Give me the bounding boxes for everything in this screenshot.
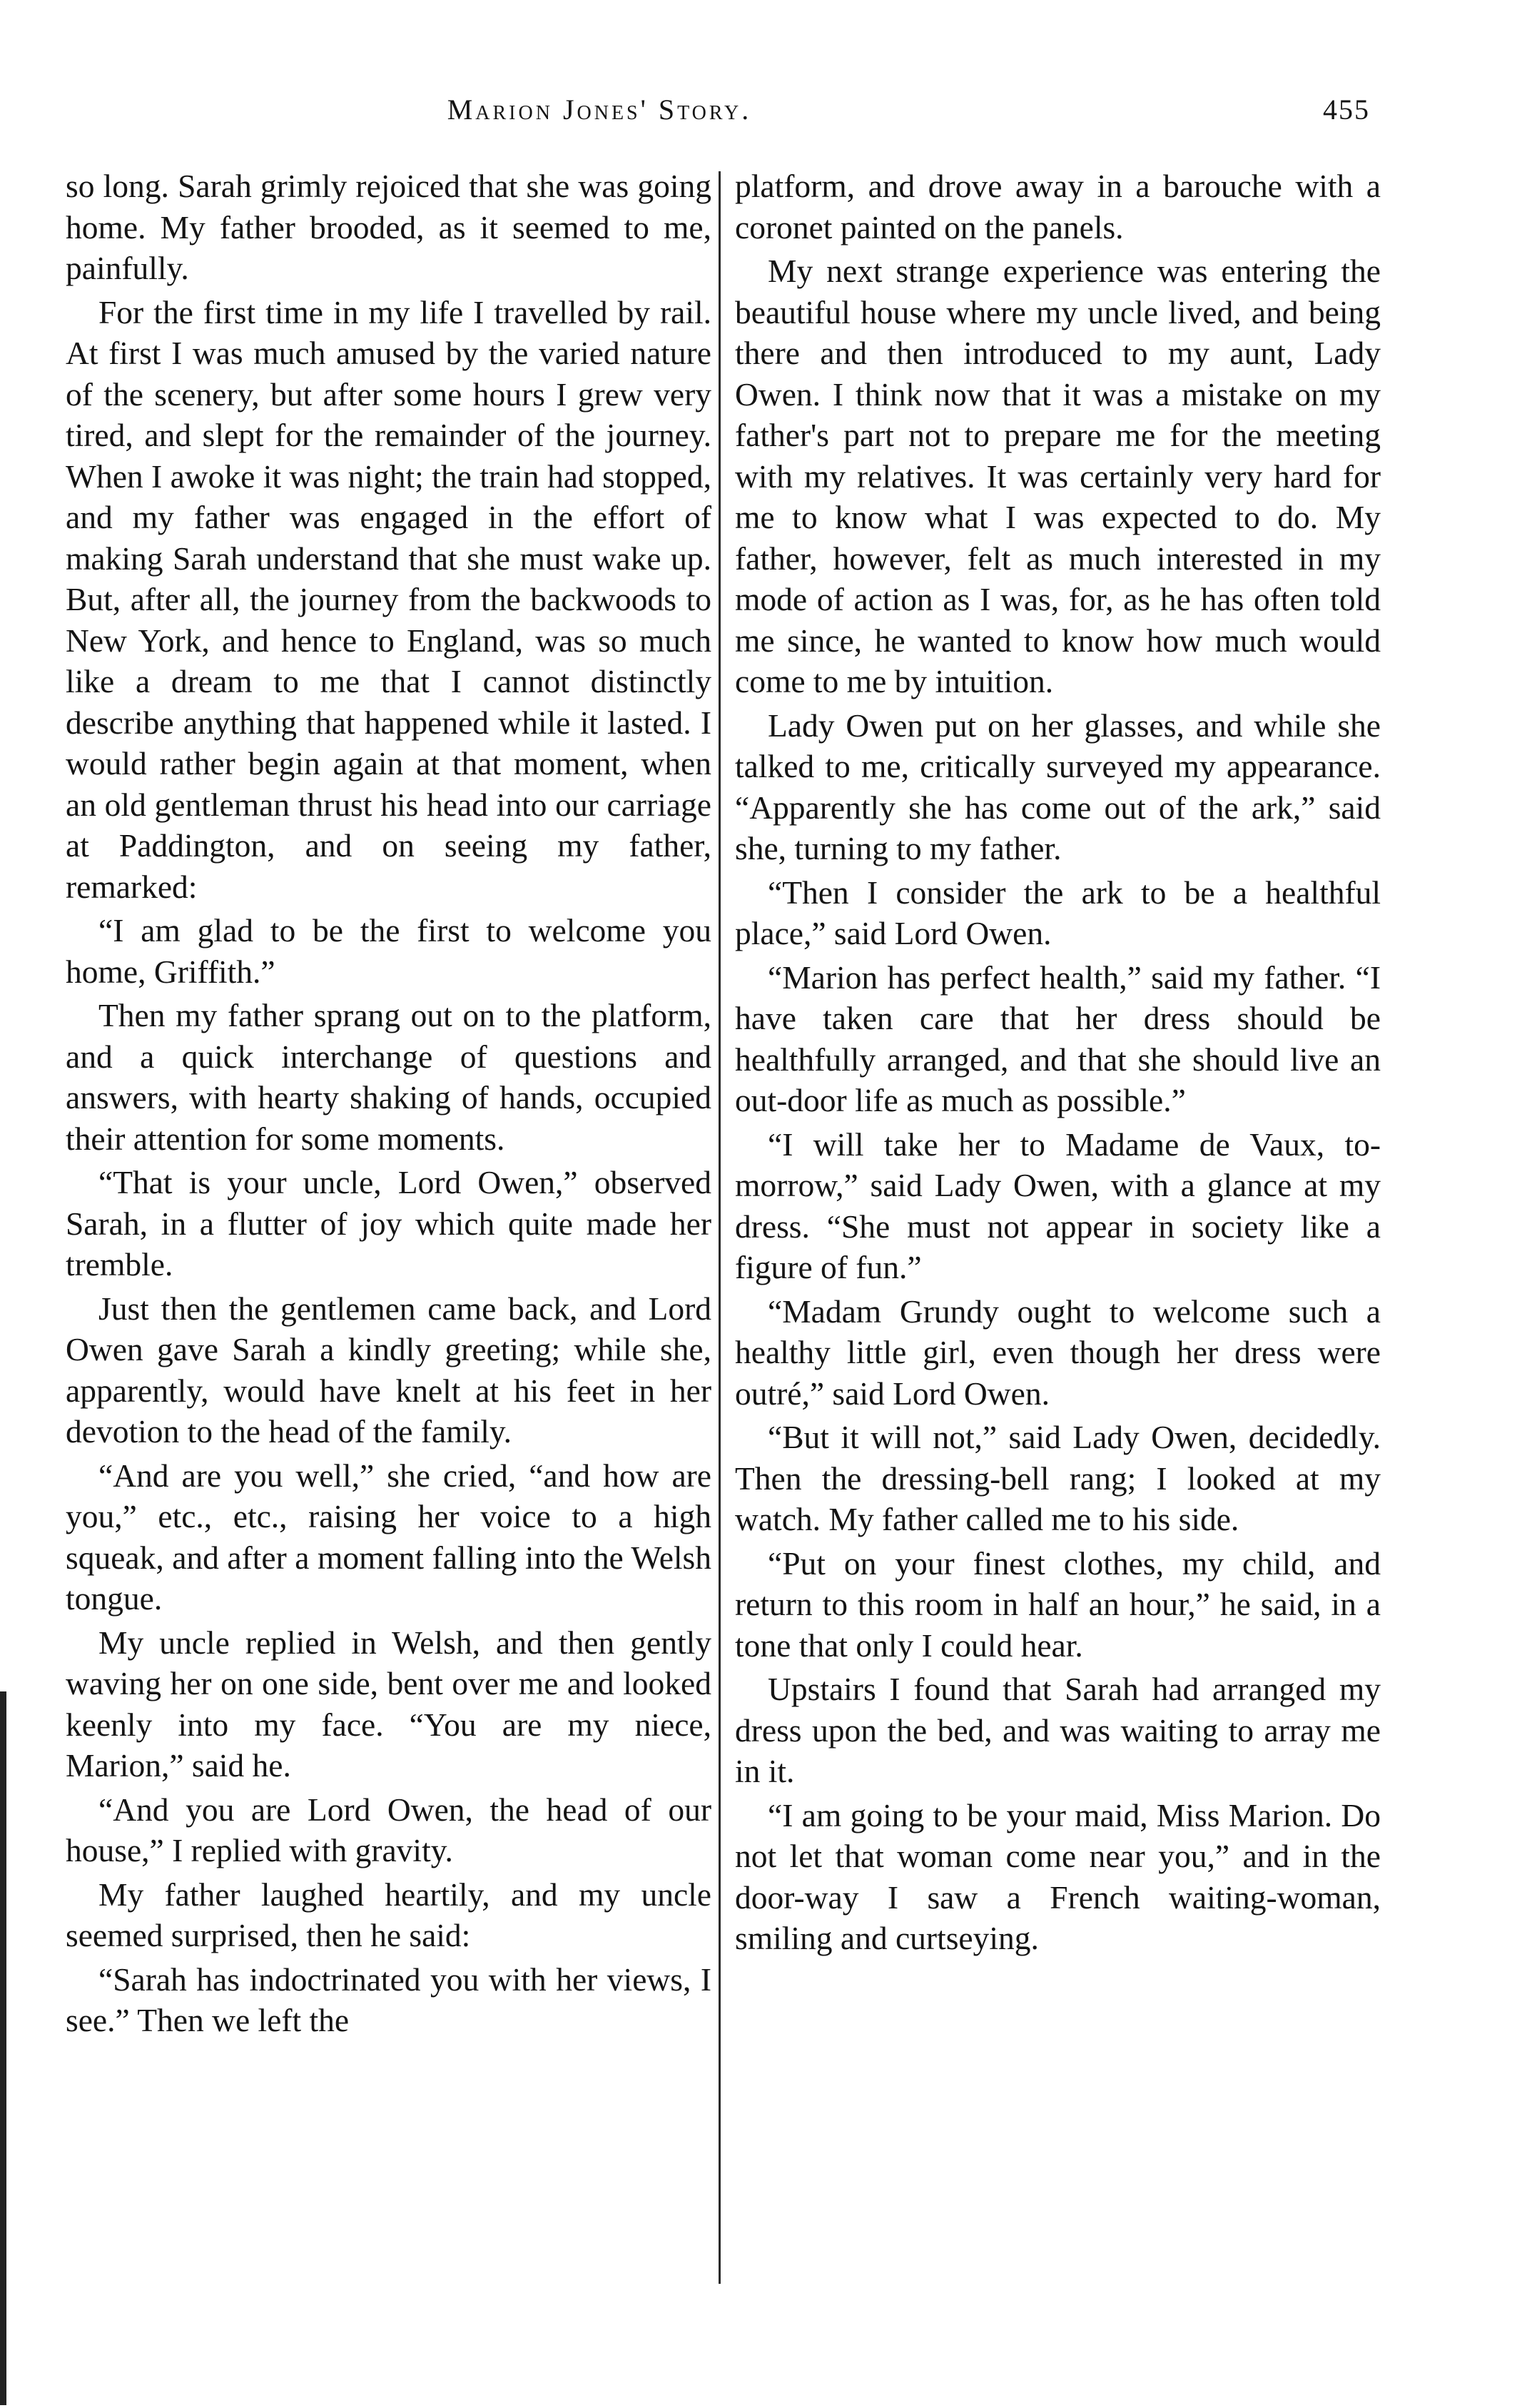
paragraph: Upstairs I found that Sarah had arranged my dress upon the bed, and was waiting to array me in it.: [735, 1671, 1381, 1789]
paragraph: “Then I consider the ark to be a healthful place,” said Lord Owen.: [735, 874, 1381, 951]
paragraph: Lady Owen put on her glasses, and while she talked to me, critically surveyed my appearance. “Apparently she has come out of the ark,” said she, turning to my father.: [735, 707, 1381, 866]
binding-edge: [0, 1691, 6, 2405]
column-divider: [719, 171, 721, 2284]
right-column: [735, 166, 1381, 1962]
paragraph: Just then the gentlemen came back, and Lord Owen gave Sarah a kindly greeting; while she, apparently, would have knelt at his feet in her devotion to the head of the family.: [66, 1290, 711, 1450]
paragraph: “And are you well,” she cried, “and how are you,” etc., etc., raising her voice to a high squeak, and after a moment falling into the Welsh tongue.: [66, 1457, 711, 1617]
paragraph: “Put on your finest clothes, my child, and return to this room in half an hour,” he said, in a tone that only I could hear.: [735, 1544, 1381, 1664]
paragraph: “And you are Lord Owen, the head of our house,” I replied with gravity.: [66, 1791, 711, 1868]
left-column: [66, 166, 711, 2044]
paragraph: platform, and drove away in a barouche with a coronet painted on the panels.: [735, 168, 1381, 246]
running-title: Marion Jones' Story.: [447, 93, 752, 126]
paragraph: “Sarah has indoctrinated you with her views, I see.” Then we left the: [66, 1961, 711, 2038]
paragraph: “Madam Grundy ought to welcome such a healthy little girl, even though her dress were outré,” said Lord Owen.: [735, 1292, 1381, 1412]
paragraph: “But it will not,” said Lady Owen, decidedly. Then the dressing-bell rang; I looked at my watch. My father called me to his side.: [735, 1419, 1381, 1537]
paragraph: For the first time in my life I travelled by rail. At first I was much amused by the varied nature of the scenery, but after some hours I grew very tired, and slept for the remainder of the journey. When I awoke it was night; the train had stopped, and my father was engaged in the effort of making Sarah understand that she must wake up. But, after all, the journey from the backwoods to New York, and hence to England, was so much like a dream to me that I cannot distinctly describe anything that happened while it lasted. I would rather begin again at that moment, when an old gentleman thrust his head into our carriage at Paddington, and on seeing my father, remarked:: [66, 293, 711, 905]
paragraph: Then my father sprang out on to the platform, and a quick interchange of questions and answers, with hearty shaking of hands, occupied their attention for some moments.: [66, 997, 711, 1157]
paragraph: “I am glad to be the first to welcome you home, Griffith.”: [66, 912, 711, 990]
paragraph: My next strange experience was entering the beautiful house where my uncle lived, and being there and then introduced to my aunt, Lady Owen. I think now that it was a mistake on my father's part not to prepare me for the meeting with my relatives. It was certainly very hard for me to know what I was expected to do. My father, however, felt as much interested in my mode of action as I was, for, as he has often told me since, he wanted to know how much would come to me by intuition.: [735, 253, 1381, 699]
paragraph: “I am going to be your maid, Miss Marion. Do not let that woman come near you,” and in the door-way I saw a French waiting-woman, smiling and curtseying.: [735, 1796, 1381, 1956]
page-number: 455: [1323, 93, 1370, 126]
paragraph: so long. Sarah grimly rejoiced that she was going home. My father brooded, as it seemed to me, painfully.: [66, 168, 711, 286]
paragraph: “That is your uncle, Lord Owen,” observed Sarah, in a flutter of joy which quite made her tremble.: [66, 1164, 711, 1283]
running-head: [71, 93, 1370, 136]
paragraph: My uncle replied in Welsh, and then gently waving her on one side, bent over me and looked keenly into my face. “You are my niece, Marion,” said he.: [66, 1624, 711, 1784]
paragraph: “Marion has perfect health,” said my father. “I have taken care that her dress should be healthfully arranged, and that she should live an out-door life as much as possible.”: [735, 958, 1381, 1118]
paragraph: My father laughed heartily, and my uncle seemed surprised, then he said:: [66, 1876, 711, 1953]
paragraph: “I will take her to Madame de Vaux, to-morrow,” said Lady Owen, with a glance at my dress. “She must not appear in society like a figure of fun.”: [735, 1125, 1381, 1285]
